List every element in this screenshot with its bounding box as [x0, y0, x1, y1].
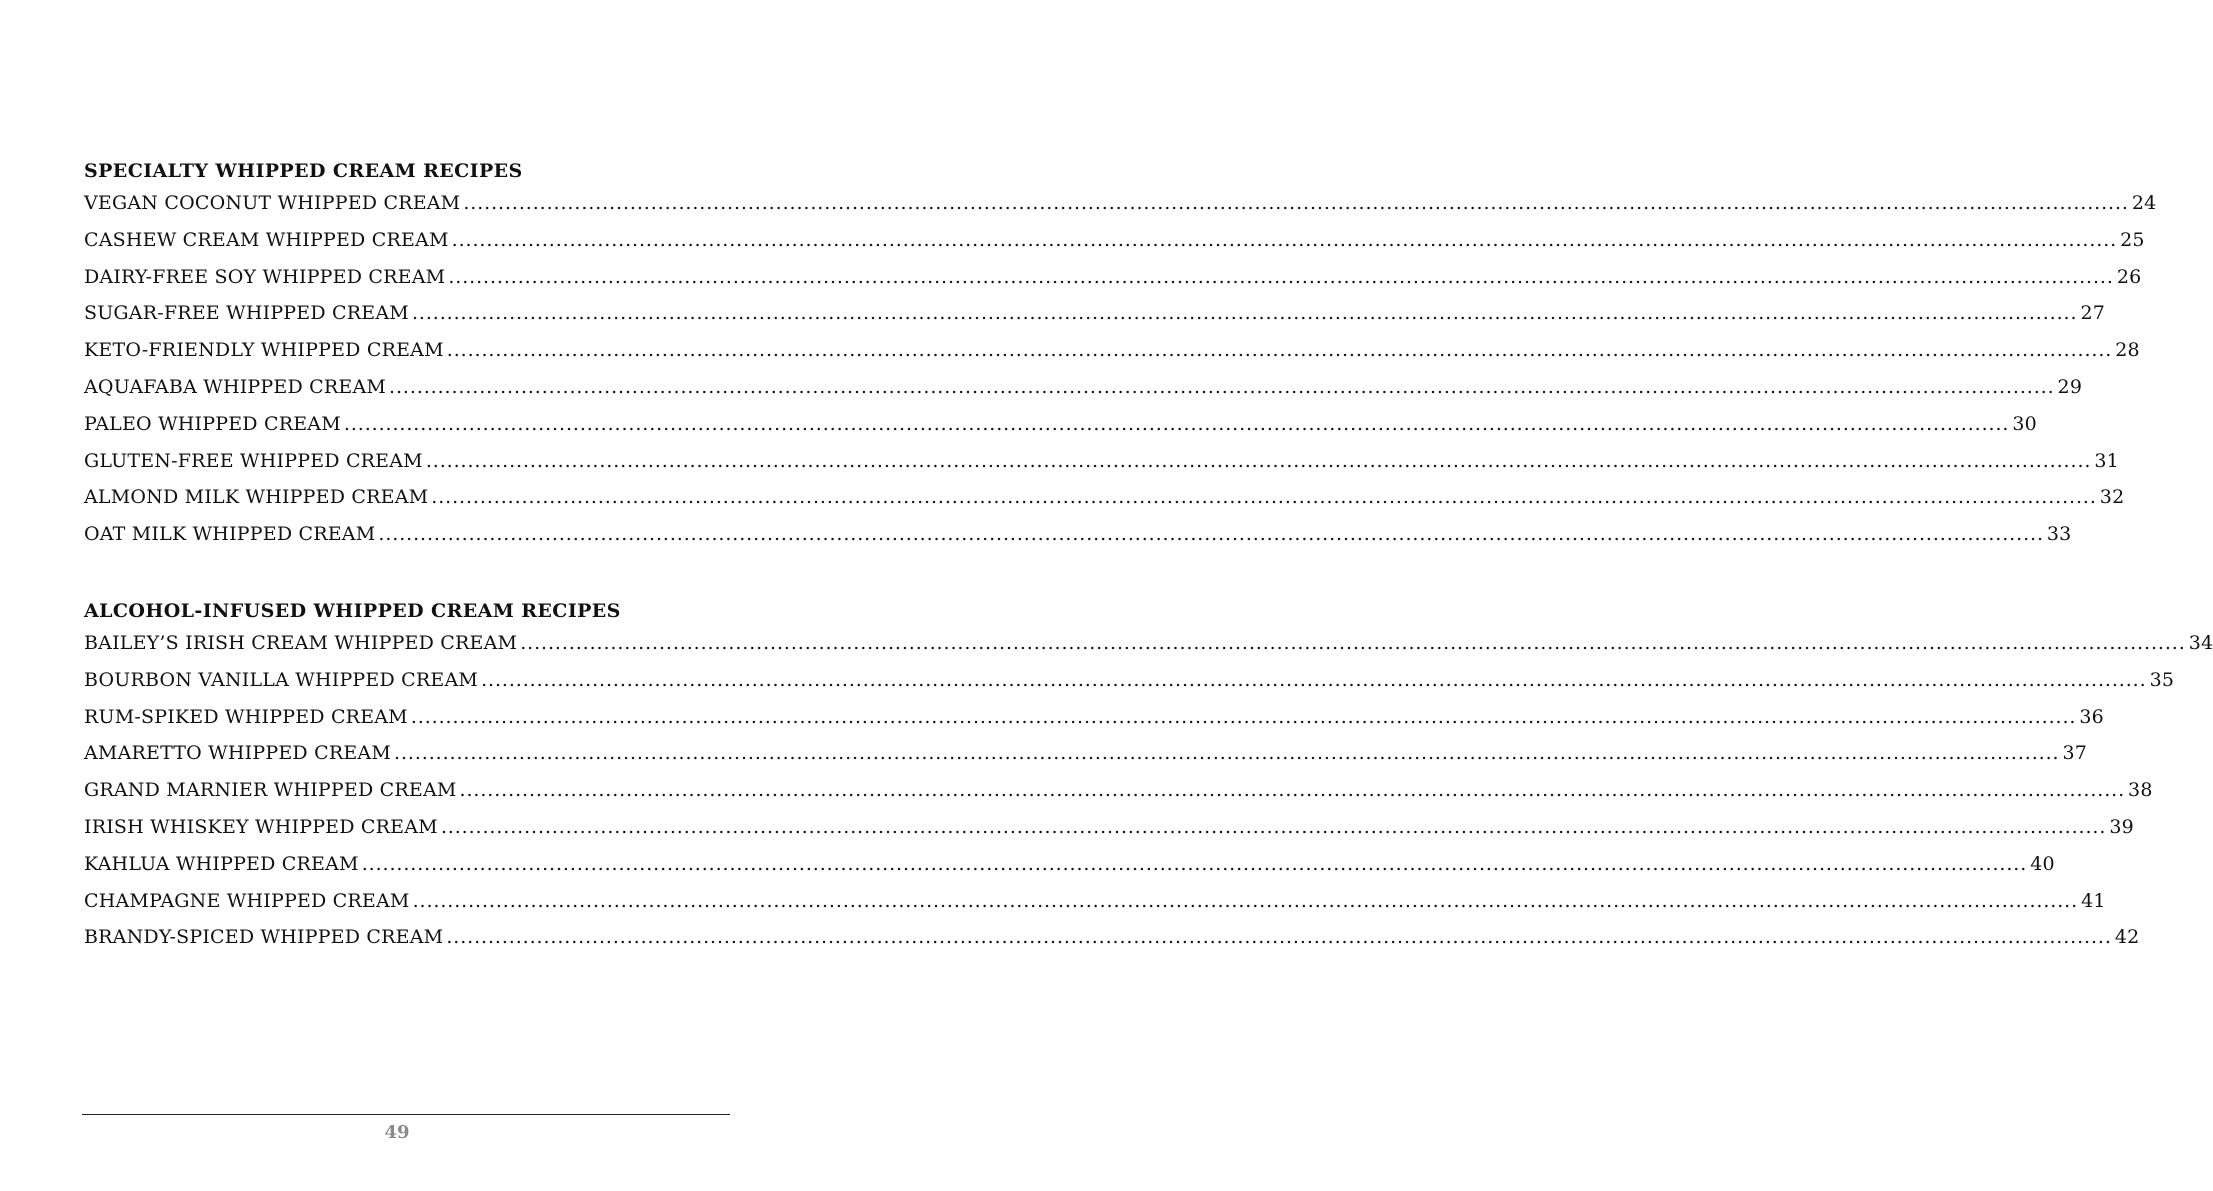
dot-leader: ................................................................................................................................................................................................................................................	[440, 815, 2107, 838]
toc-entry[interactable]	[84, 742, 2088, 779]
dot-leader: ................................................................................................................................................................................................................................................	[389, 375, 2055, 398]
toc-entry-title: AQUAFABA WHIPPED CREAM	[84, 375, 387, 398]
toc-entry[interactable]	[84, 889, 2106, 927]
section-heading: ALCOHOL-INFUSED WHIPPED CREAM RECIPES	[84, 600, 621, 622]
dot-leader: ................................................................................................................................................................................................................................................	[463, 192, 2129, 214]
toc-entry-title: KAHLUA WHIPPED CREAM	[84, 852, 359, 875]
toc-entry[interactable]	[84, 339, 2140, 376]
toc-entry-page: 37	[2062, 742, 2088, 765]
toc-entry-title: AMARETTO WHIPPED CREAM	[84, 742, 391, 765]
page-number: 49	[384, 1122, 410, 1143]
toc-entry-title: BRANDY-SPICED WHIPPED CREAM	[84, 926, 444, 949]
toc-entry[interactable]	[84, 668, 2175, 706]
dot-leader: ................................................................................................................................................................................................................................................	[343, 412, 2010, 435]
toc-entry-page: 29	[2057, 375, 2083, 398]
toc-list	[84, 632, 2213, 963]
dot-leader: ................................................................................................................................................................................................................................................	[459, 779, 2126, 802]
toc-entry-page: 33	[2046, 523, 2072, 546]
toc-entry-page: 38	[2128, 779, 2153, 802]
toc-entry-title: GRAND MARNIER WHIPPED CREAM	[84, 779, 457, 802]
toc-entry-page: 42	[2114, 926, 2140, 949]
dot-leader: ................................................................................................................................................................................................................................................	[481, 668, 2147, 691]
dot-leader: ................................................................................................................................................................................................................................................	[394, 742, 2060, 765]
toc-entry[interactable]	[84, 632, 2213, 669]
toc-entry[interactable]	[84, 815, 2134, 853]
toc-entry[interactable]	[84, 302, 2106, 339]
toc-section-specialty	[84, 156, 2157, 560]
dot-leader: ................................................................................................................................................................................................................................................	[451, 228, 2118, 251]
section-heading: SPECIALTY WHIPPED CREAM RECIPES	[84, 160, 523, 182]
toc-entry-title: BAILEY’S IRISH CREAM WHIPPED CREAM	[84, 632, 518, 654]
toc-entry[interactable]	[84, 449, 2119, 487]
toc-entry-title: PALEO WHIPPED CREAM	[84, 412, 341, 435]
toc-entry-title: RUM-SPIKED WHIPPED CREAM	[84, 705, 408, 728]
toc-entry-page: 28	[2115, 339, 2140, 362]
toc-entry-page: 30	[2012, 412, 2037, 435]
toc-entry-page: 25	[2120, 228, 2145, 251]
toc-entry-page: 27	[2080, 302, 2106, 325]
toc-section-alcohol-infused	[84, 596, 2213, 963]
toc-entry-title: ALMOND MILK WHIPPED CREAM	[84, 486, 429, 509]
toc-entry[interactable]	[84, 779, 2153, 816]
toc-entry-title: DAIRY-FREE SOY WHIPPED CREAM	[84, 265, 446, 288]
toc-entry-title: CHAMPAGNE WHIPPED CREAM	[84, 889, 410, 912]
toc-entry[interactable]	[84, 228, 2145, 266]
toc-entry-title: OAT MILK WHIPPED CREAM	[84, 523, 376, 546]
dot-leader: ................................................................................................................................................................................................................................................	[378, 523, 2044, 546]
toc-entry[interactable]	[84, 412, 2037, 450]
toc-entry-title: CASHEW CREAM WHIPPED CREAM	[84, 228, 449, 251]
toc-entry-title: BOURBON VANILLA WHIPPED CREAM	[84, 668, 479, 691]
dot-leader: ................................................................................................................................................................................................................................................	[446, 926, 2112, 949]
toc-entry[interactable]	[84, 375, 2083, 413]
toc-entry-page: 24	[2131, 192, 2157, 214]
toc-entry[interactable]	[84, 265, 2142, 303]
toc-entry[interactable]	[84, 486, 2125, 523]
toc-entry[interactable]	[84, 926, 2140, 963]
dot-leader: ................................................................................................................................................................................................................................................	[411, 302, 2078, 325]
toc-entry-page: 35	[2149, 668, 2175, 691]
toc-entry-page: 41	[2081, 889, 2106, 912]
toc-entry-page: 39	[2109, 815, 2134, 838]
dot-leader: ................................................................................................................................................................................................................................................	[446, 339, 2113, 362]
toc-entry-page: 40	[2030, 852, 2055, 875]
toc-entry-page: 36	[2079, 705, 2104, 728]
toc-entry-page: 34	[2188, 632, 2213, 654]
toc-entry-title: KETO-FRIENDLY WHIPPED CREAM	[84, 339, 444, 362]
dot-leader: ................................................................................................................................................................................................................................................	[410, 705, 2077, 728]
toc-entry[interactable]	[84, 523, 2072, 560]
toc-entry-title: VEGAN COCONUT WHIPPED CREAM	[84, 192, 461, 214]
toc-entry-page: 31	[2094, 449, 2119, 472]
toc-entry-title: SUGAR-FREE WHIPPED CREAM	[84, 302, 409, 325]
toc-entry-page: 26	[2116, 265, 2142, 288]
dot-leader: ................................................................................................................................................................................................................................................	[431, 486, 2097, 509]
toc-entry[interactable]	[84, 852, 2055, 890]
dot-leader: ................................................................................................................................................................................................................................................	[425, 449, 2092, 472]
toc-list	[84, 192, 2157, 560]
dot-leader: ................................................................................................................................................................................................................................................	[412, 889, 2079, 912]
toc-entry[interactable]	[84, 705, 2104, 743]
dot-leader: ................................................................................................................................................................................................................................................	[448, 265, 2114, 288]
toc-entry-page: 32	[2099, 486, 2125, 509]
toc-entry[interactable]	[84, 192, 2157, 229]
toc-entry-title: GLUTEN-FREE WHIPPED CREAM	[84, 449, 423, 472]
footer-divider	[82, 1114, 730, 1115]
dot-leader: ................................................................................................................................................................................................................................................	[361, 852, 2028, 875]
dot-leader: ................................................................................................................................................................................................................................................	[520, 632, 2186, 654]
toc-entry-title: IRISH WHISKEY WHIPPED CREAM	[84, 815, 438, 838]
